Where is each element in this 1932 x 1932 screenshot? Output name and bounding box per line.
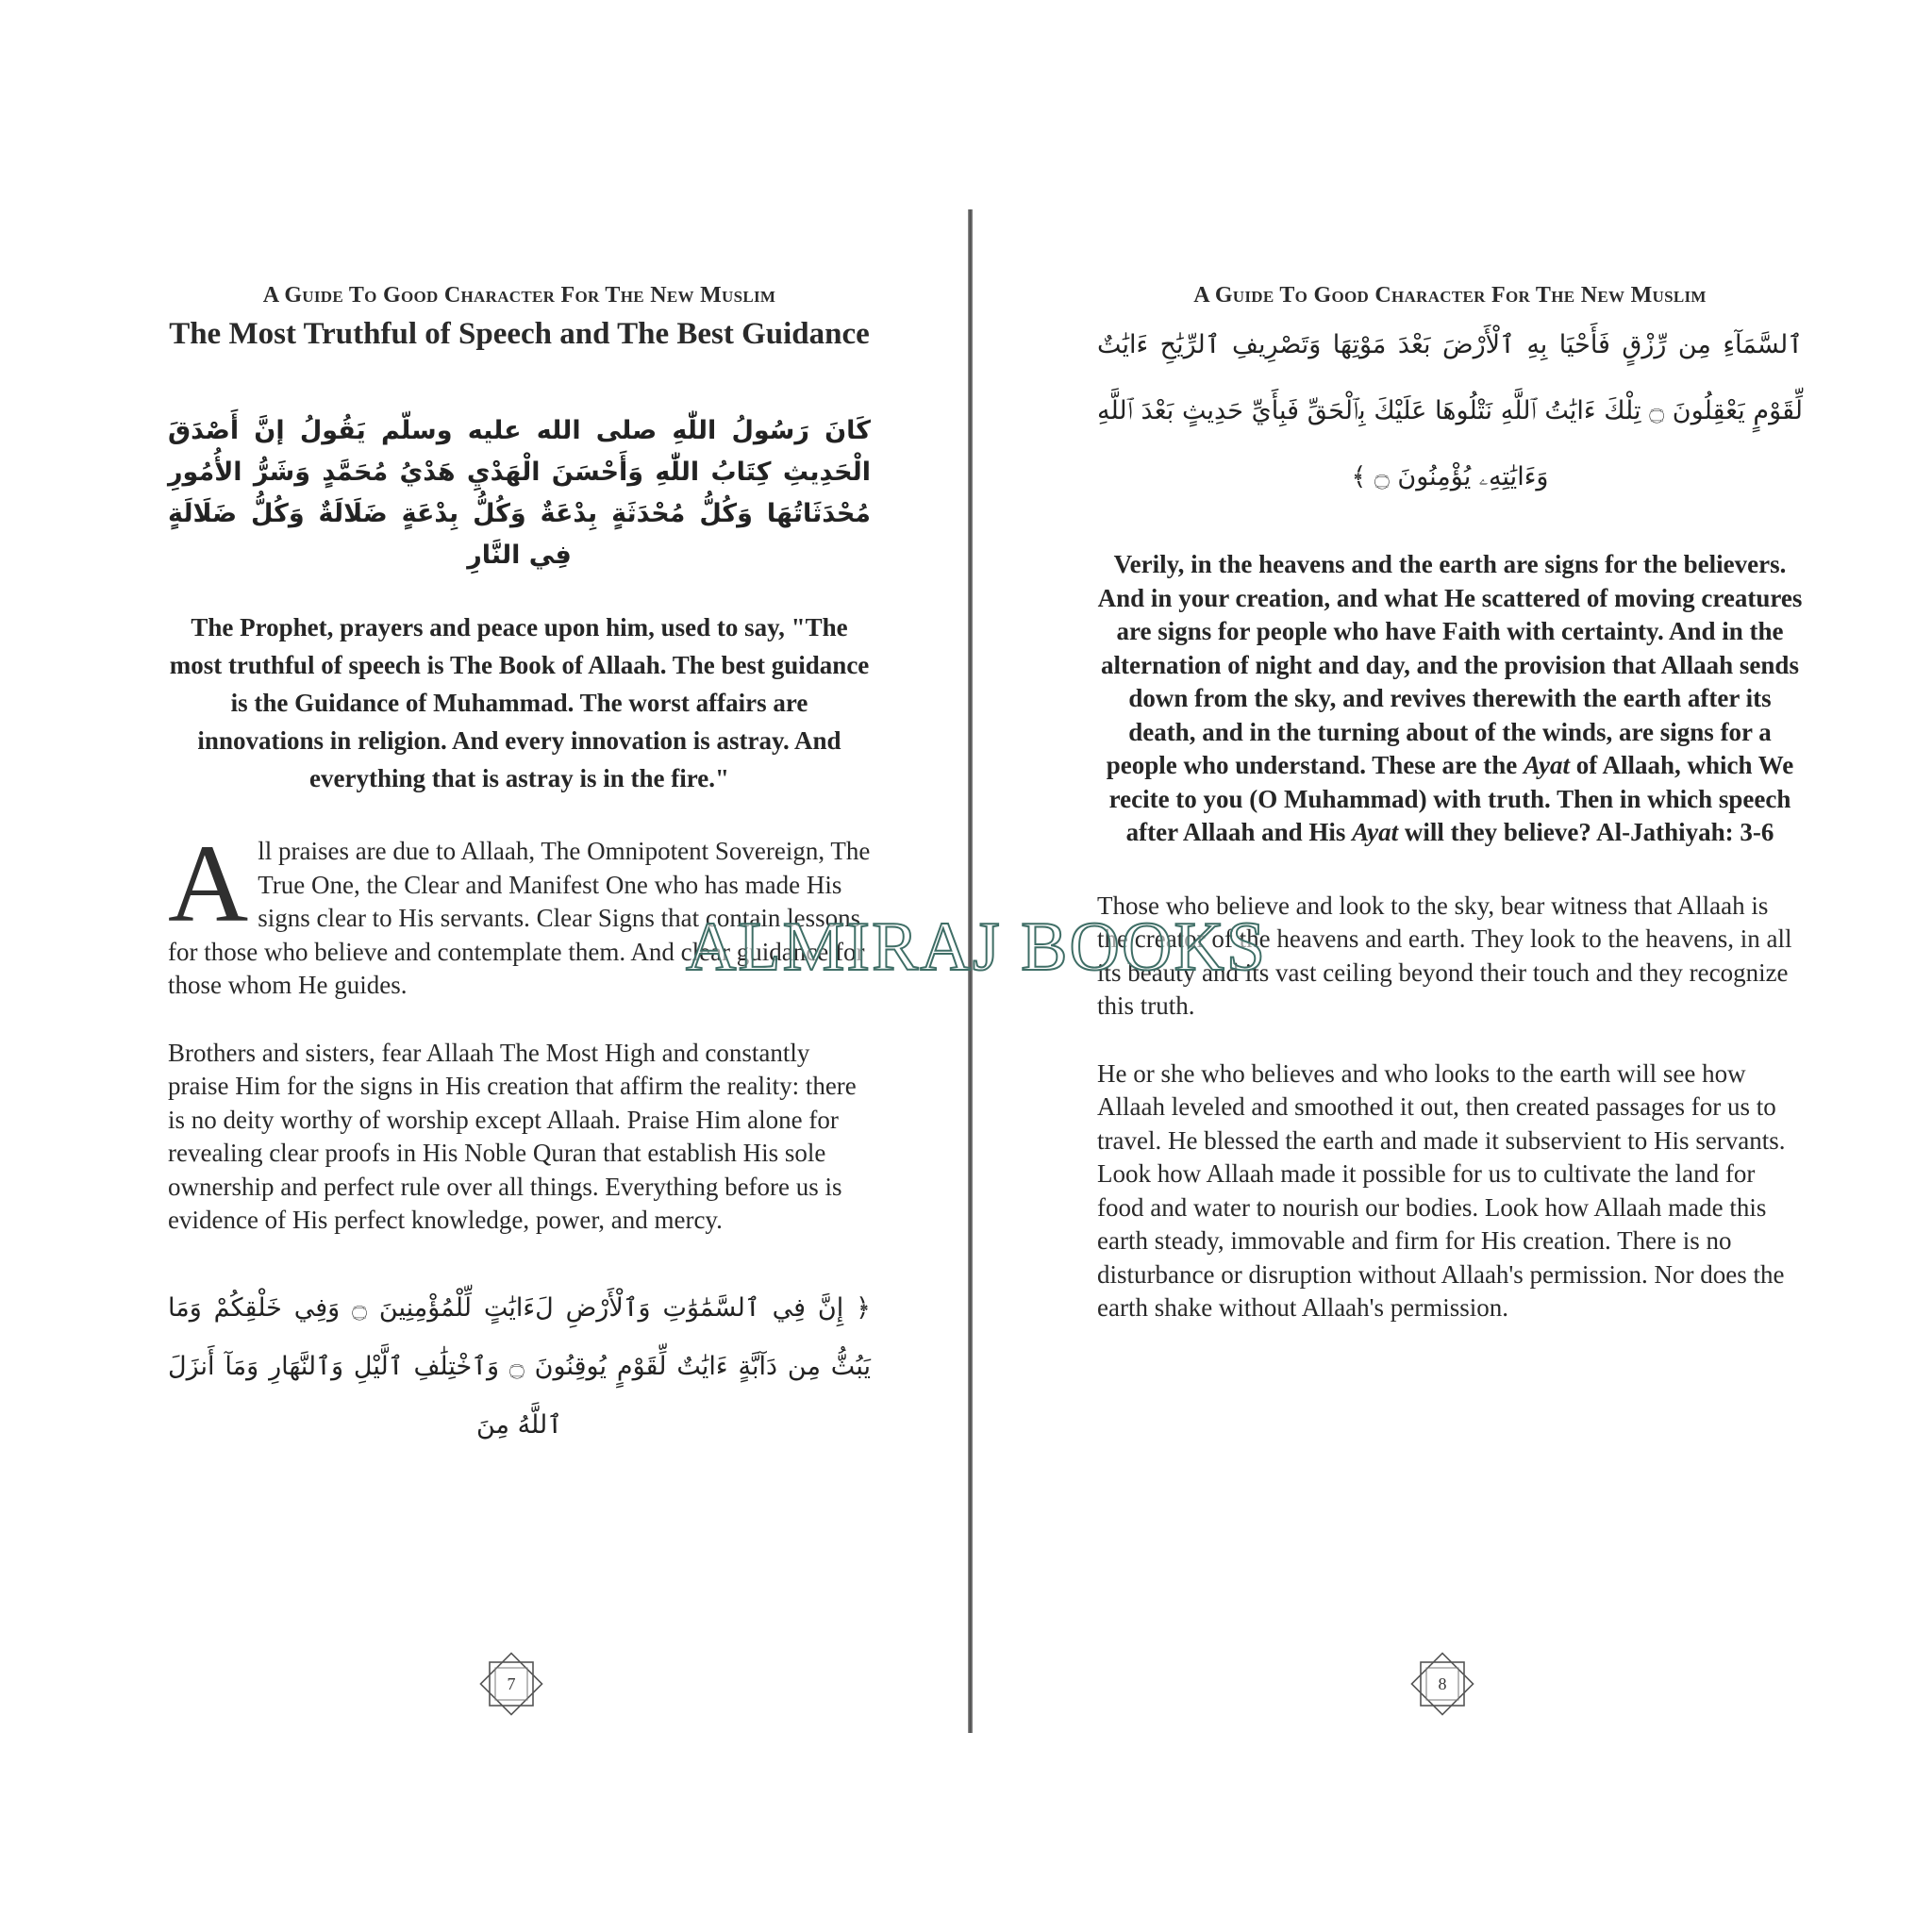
body-paragraph: Brothers and sisters, fear Allaah The Most High and constantly praise Him for the signs in His creation that affirm the reality: there is no deity worthy of worship except Allaah. Praise Him alone for revealing clear proofs in His Noble Quran that establish His sole ownership and perfect rule over all things. Everything before us is evidence of His perfect knowledge, power, and mercy. [168,1038,857,1234]
quran-translation-part1: Verily, in the heavens and the earth are signs for the believers. And in your creation, and what He scattered of moving creatures are signs for people who have Faith with certainty. And in the alternation of night and day, and the provision that Allaah sends down from the sky, and revives therewith the earth after its death, and in the turning about of the winds, are signs for a people who understand. These are the [1097,550,1803,779]
quran-arabic-continued: ٱلسَّمَآءِ مِن رِّزْقٍ فَأَحْيَا بِهِ ٱلْأَرْضَ بَعْدَ مَوْتِهَا وَتَصْرِيفِ ٱلرِّيَٰحِ ءَايَٰتٌ لِّقَوْمٍ يَعْقِلُونَ ۝ تِلْكَ ءَايَٰتُ ٱللَّهِ نَتْلُوهَا عَلَيْكَ بِٱلْحَقِّ فَبِأَيِّ حَدِيثٍ بَعْدَ ٱللَّهِ وَءَايَٰتِهِۦ يُؤْمِنُونَ ۝ ﴾ [1097,330,1803,491]
running-header [168,283,871,308]
running-header-text: A Guide To Good Character For The New Muslim [262,283,776,308]
quran-translation [1097,548,1803,850]
ayat-italic-2: Ayat [1352,818,1399,846]
left-page [168,283,871,1455]
quran-translation-part2: of Allaah, which We recite to you (O Muhammad) with truth. Then in which speech after Allaah and His [1108,751,1794,846]
drop-cap: A [168,822,249,945]
publisher-watermark: ALMIRAJ BOOKS [685,908,1267,986]
ayat-italic-1: Ayat [1524,751,1570,779]
hadith-translation: The Prophet, prayers and peace upon him, used to say, "The most truthful of speech is The Book of Allaah. The best guidance is the Guidance of Muhammad. The worst affairs are innovations in religion. And every innovation is astray. And everything that is astray is in the fire." [169,613,870,792]
hadith-arabic: كَانَ رَسُولُ اللّٰهِ صلى الله عليه وسلّم يَقُولُ إنَّ أَصْدَقَ الْحَدِيثِ كِتَابُ اللّٰهِ وَأَحْسَنَ الْهَدْيِ هَدْيُ مُحَمَّدٍ وَشَرُّ الأُمُورِ مُحْدَثَاتُهَا وَكُلُّ مُحْدَثَةٍ بِدْعَةٌ وَكُلُّ بِدْعَةٍ ضَلَالَةٌ وَكُلُّ ضَلَالَةٍ فِي النَّارِ [168,416,871,570]
page-number-ornament-left [476,1649,546,1719]
running-header-right-text: A Guide To Good Character For The New Muslim [1193,283,1707,308]
right-paragraph-1: Those who believe and look to the sky, bear witness that Allaah is the creator of the heavens and earth. They look to the heavens, in all its beauty and its vast ceiling beyond their touch and they recognize this truth. [1097,891,1792,1020]
quran-translation-part3: will they believe? Al-Jathiyah: 3-6 [1404,818,1774,846]
page-number-left: 7 [507,1674,516,1693]
running-header-right [1097,283,1803,308]
quran-arabic: ﴿ إِنَّ فِي ٱلسَّمَٰوَٰتِ وَٱلْأَرْضِ لَءَايَٰتٍ لِّلْمُؤْمِنِينَ ۝ وَفِي خَلْقِكُمْ وَمَا يَبُثُّ مِن دَآبَّةٍ ءَايَٰتٌ لِّقَوْمٍ يُوقِنُونَ ۝ وَٱخْتِلَٰفِ ٱلَّيْلِ وَٱلنَّهَارِ وَمَآ أَنزَلَ ٱللَّهُ مِنَ [168,1292,872,1440]
intro-paragraph-text: ll praises are due to Allaah, The Omnipotent Sovereign, The True One, the Clear and Manifest One who has made His signs clear to His servants. Clear Signs that contain lessons for those who believe and contemplate them. And clear guidance for those whom He guides. [168,837,871,999]
page-number-right: 8 [1438,1674,1447,1693]
chapter-title: The Most Truthful of Speech and The Best Guidance [169,317,870,351]
right-page [1097,283,1803,1359]
page-number-ornament-right [1407,1649,1477,1719]
right-paragraph-2: He or she who believes and who looks to the earth will see how Allaah leveled and smoothed it out, then created passages for us to travel. He blessed the earth and made it subservient to His servants. Look how Allaah made it possible for us to cultivate the land for food and water to nourish our bodies. Look how Allaah made this earth steady, immovable and firm for His creation. There is no disturbance or disruption without Allaah's permission. Nor does the earth shake without Allaah's permission. [1097,1058,1786,1322]
